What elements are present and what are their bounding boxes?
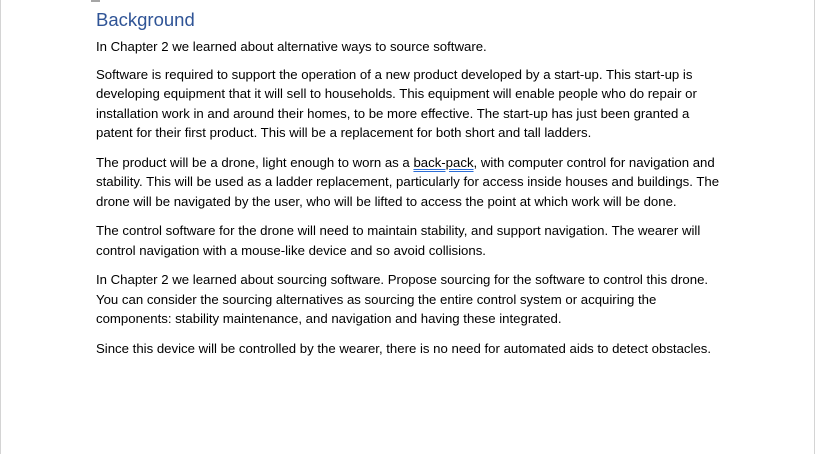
paragraph-software-requirement: Software is required to support the operation of a new product developed by a start-up. This start-up is developing equipment that it will sell to households. This equipment will enable people who do repair or installation work in and around their homes, to be more effective. The start-up has just been granted a patent for their first product. This will be a replacement for both short and tall ladders. xyxy=(96,66,697,140)
paragraph-sourcing-task: In Chapter 2 we learned about sourcing software. Propose sourcing for the software to control this drone. You can consider the sourcing alternatives as sourcing the entire control system or acquiring the components: stability maintenance, and navigation and having these integrated. xyxy=(96,272,709,326)
paragraph-intro: In Chapter 2 we learned about alternative ways to source software. xyxy=(96,39,487,54)
spellcheck-flagged-word[interactable]: back-pack xyxy=(413,154,474,170)
paragraph-product-text-before: The product will be a drone, light enough to worn as a xyxy=(96,154,414,170)
page-corner-marker xyxy=(91,0,100,2)
paragraph-product-text-after: , with computer control for navigation and stability. This will be used as a ladder replacement, particularly for access inside houses and buildings. The drone will be navigated by the user, who will be lifted to access the point at which work will be done. xyxy=(96,154,720,209)
paragraph-obstacles-note: Since this device will be controlled by the wearer, there is no need for automated aids to detect obstacles. xyxy=(96,340,712,356)
paragraph-product-description xyxy=(96,153,726,212)
paragraph-control-software: The control software for the drone will need to maintain stability, and support navigation. The wearer will control navigation with a mouse-like device and so avoid collisions. xyxy=(96,223,701,258)
document-body[interactable] xyxy=(96,8,726,368)
heading-background: Background xyxy=(96,9,195,30)
